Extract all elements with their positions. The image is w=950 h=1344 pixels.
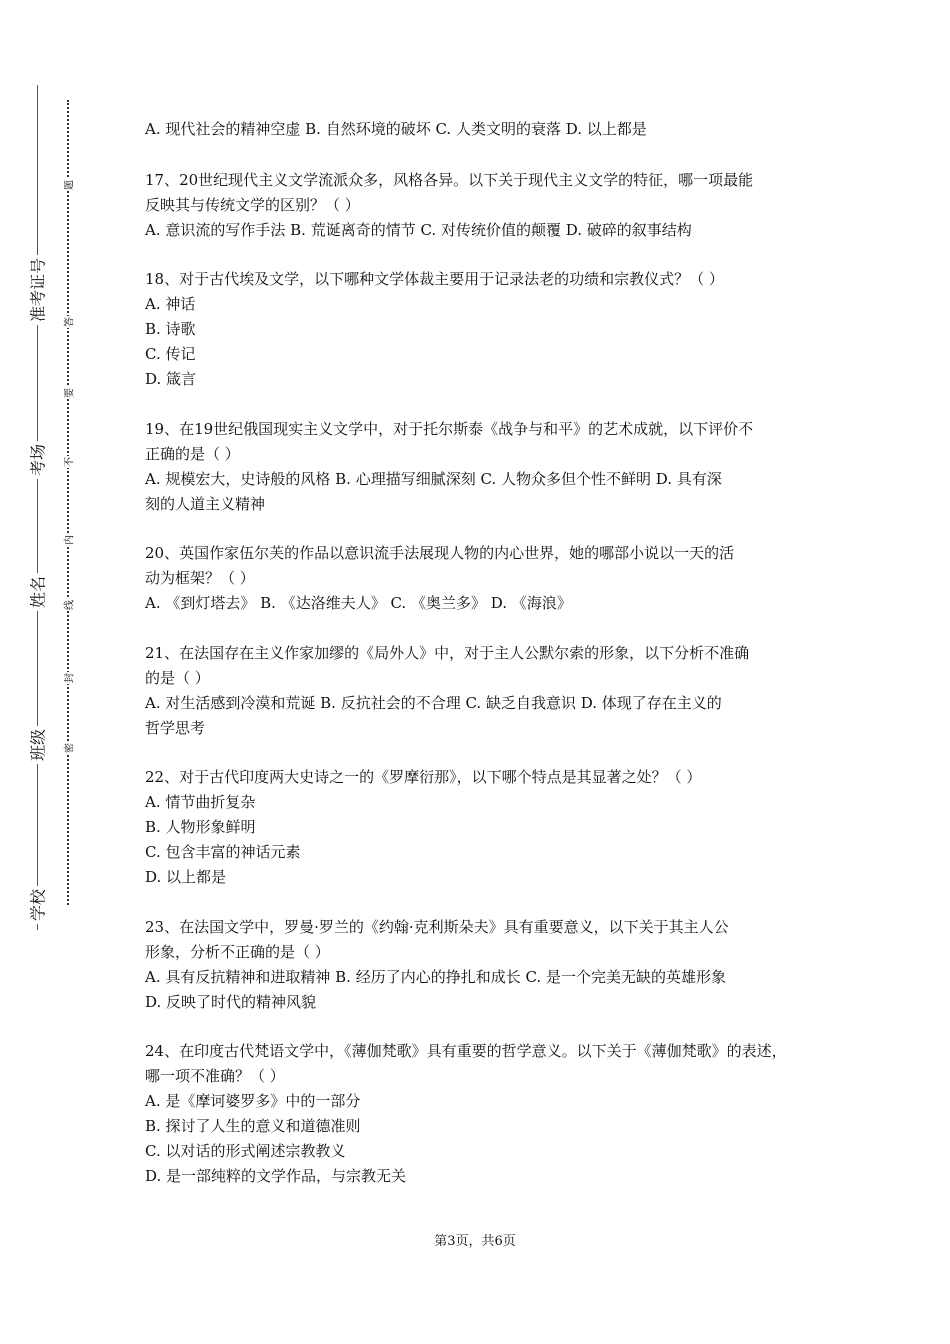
question-line: A. 《到灯塔去》 B. 《达洛维夫人》 C. 《奥兰多》 D. 《海浪》 (145, 594, 572, 612)
seal-char: 封 (61, 672, 76, 684)
question-line: A. 规模宏大，史诗般的风格 B. 心理描写细腻深刻 C. 人物众多但个性不鲜明 D. 具有深 (145, 470, 722, 488)
question-block (145, 541, 734, 616)
label-exam-id: 准考证号 (26, 255, 49, 325)
question-line: A. 对生活感到冷漠和荒诞 B. 反抗社会的不合理 C. 缺乏自我意识 D. 体现了存在主义的 (145, 694, 722, 712)
question-line: A. 意识流的写作手法 B. 荒诞离奇的情节 C. 对传统价值的颠覆 D. 破碎的叙事结构 (145, 221, 692, 239)
question-block (145, 765, 701, 890)
question-line: D. 反映了时代的精神风貌 (145, 993, 317, 1011)
question-block (145, 1039, 787, 1189)
question-line: 23、在法国文学中，罗曼·罗兰的《约翰·克利斯朵夫》具有重要意义，以下关于其主人公 (145, 918, 729, 936)
question-line: A. 具有反抗精神和进取精神 B. 经历了内心的挣扎和成长 C. 是一个完美无缺的英雄形象 (145, 968, 726, 986)
seal-dotted-line (67, 100, 69, 905)
seal-char: 线 (61, 599, 76, 611)
question-block (145, 267, 724, 392)
question-line: 18、对于古代埃及文学，以下哪种文学体裁主要用于记录法老的功绩和宗教仪式？（ ） (145, 270, 724, 288)
question-line: 反映其与传统文学的区别？（ ） (145, 196, 360, 214)
question-line: 17、20世纪现代主义文学流派众多，风格各异。以下关于现代主义文学的特征，哪一项最能 (145, 171, 754, 189)
question-line: A. 是《摩诃婆罗多》中的一部分 (145, 1092, 361, 1110)
question-block (145, 117, 647, 142)
question-line: B. 探讨了人生的意义和道德准则 (145, 1117, 361, 1135)
question-line: 动为框架？（ ） (145, 569, 255, 587)
question-block (145, 417, 753, 517)
question-line: D. 以上都是 (145, 868, 227, 886)
seal-char: 答 (61, 316, 76, 328)
seal-char: 密 (61, 742, 76, 754)
question-line: B. 人物形象鲜明 (145, 818, 256, 836)
question-line: 形象，分析不正确的是（ ） (145, 943, 330, 961)
question-line: A. 神话 (145, 295, 196, 313)
question-line: 正确的是（ ） (145, 445, 240, 463)
label-name: 姓名 (26, 573, 49, 611)
question-line: 20、英国作家伍尔芙的作品以意识流手法展现人物的内心世界，她的哪部小说以一天的活 (145, 544, 735, 562)
question-line: 24、在印度古代梵语文学中，《薄伽梵歌》具有重要的哲学意义。以下关于《薄伽梵歌》的表述， (145, 1042, 787, 1060)
question-line: C. 传记 (145, 345, 196, 363)
label-class: 班级 (26, 726, 49, 764)
question-line: 19、在19世纪俄国现实主义文学中，对于托尔斯泰《战争与和平》的艺术成就，以下评价不 (145, 420, 754, 438)
question-line: C. 以对话的形式阐述宗教教义 (145, 1142, 346, 1160)
question-line: B. 诗歌 (145, 320, 196, 338)
question-line: 刻的人道主义精神 (145, 495, 266, 513)
seal-char: 内 (61, 534, 76, 546)
page-footer: 第3页，共6页 (434, 1234, 516, 1249)
question-line: D. 箴言 (145, 370, 197, 388)
question-line: 21、在法国存在主义作家加缪的《局外人》中，对于主人公默尔索的形象，以下分析不准确 (145, 644, 750, 662)
question-line: 22、对于古代印度两大史诗之一的《罗摩衍那》，以下哪个特点是其显著之处？（ ） (145, 768, 702, 786)
question-line: C. 包含丰富的神话元素 (145, 843, 301, 861)
seal-char: 题 (61, 179, 76, 191)
question-block (145, 641, 749, 741)
question-line: A. 情节曲折复杂 (145, 793, 256, 811)
seal-char: 要 (61, 387, 76, 399)
question-block (145, 168, 753, 243)
label-exam-room: 考场 (26, 441, 49, 479)
question-line: 哪一项不准确？（ ） (145, 1067, 285, 1085)
question-line: A. 现代社会的精神空虚 B. 自然环境的破坏 C. 人类文明的衰落 D. 以上都是 (145, 120, 647, 138)
question-line: 哲学思考 (145, 719, 206, 737)
binding-line (37, 85, 38, 930)
question-line: 的是（ ） (145, 669, 210, 687)
seal-char: 不 (61, 456, 76, 468)
question-line: D. 是一部纯粹的文学作品，与宗教无关 (145, 1167, 407, 1185)
question-block (145, 915, 729, 1015)
label-school: 学校 (26, 886, 49, 924)
